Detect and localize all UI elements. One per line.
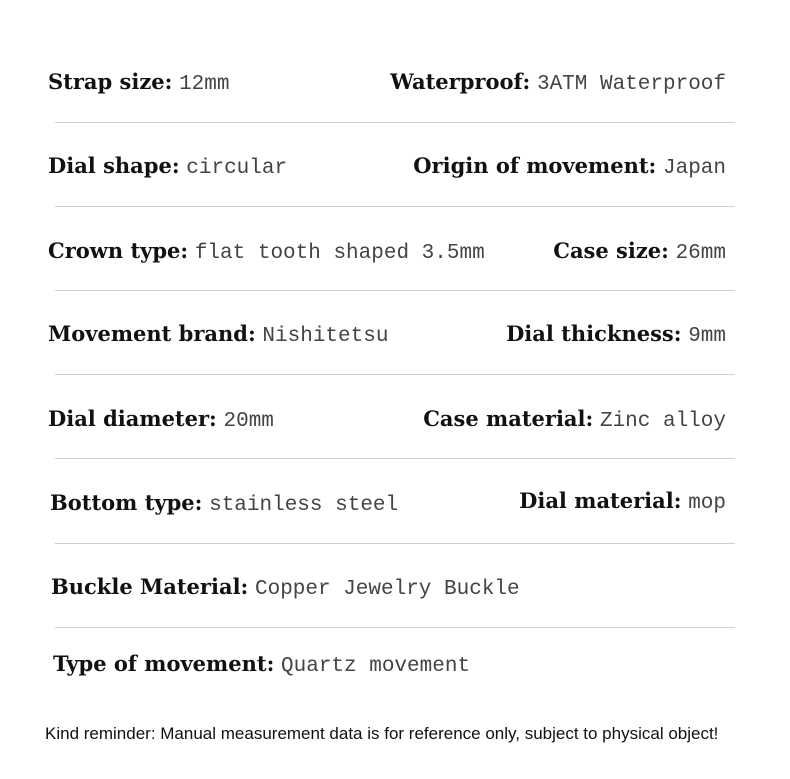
spec-case-material bbox=[423, 399, 726, 442]
spec-value: 12mm bbox=[179, 73, 230, 96]
spec-key: Dial material: bbox=[519, 488, 682, 513]
spec-buckle-material bbox=[51, 567, 520, 610]
spec-key: Waterproof: bbox=[390, 69, 531, 94]
spec-dial-thickness bbox=[506, 314, 726, 357]
spec-type-of-movement bbox=[53, 644, 470, 687]
divider bbox=[55, 627, 735, 628]
spec-key: Case size: bbox=[553, 238, 669, 263]
spec-key: Bottom type: bbox=[50, 490, 203, 515]
spec-value: Zinc alloy bbox=[599, 410, 726, 433]
spec-value: 26mm bbox=[675, 242, 726, 265]
spec-value: 9mm bbox=[688, 325, 726, 348]
spec-value: 20mm bbox=[223, 410, 274, 433]
divider bbox=[55, 458, 735, 459]
spec-value: 3ATM Waterproof bbox=[536, 73, 726, 96]
spec-row-7 bbox=[0, 567, 790, 607]
spec-value: Quartz movement bbox=[281, 655, 471, 678]
spec-origin-of-movement bbox=[413, 146, 726, 189]
spec-value: Copper Jewelry Buckle bbox=[254, 578, 520, 601]
divider bbox=[55, 374, 735, 375]
spec-value: circular bbox=[186, 157, 288, 180]
spec-key: Case material: bbox=[423, 406, 594, 431]
spec-key: Movement brand: bbox=[48, 321, 256, 346]
spec-value: stainless steel bbox=[209, 494, 399, 517]
spec-waterproof bbox=[390, 62, 726, 105]
spec-bottom-type bbox=[50, 483, 398, 526]
spec-value: Japan bbox=[662, 157, 726, 180]
divider bbox=[55, 543, 735, 544]
spec-value: flat tooth shaped 3.5mm bbox=[194, 242, 485, 265]
spec-dial-shape bbox=[48, 146, 287, 189]
spec-key: Dial shape: bbox=[48, 153, 180, 178]
spec-row-3 bbox=[0, 231, 790, 271]
spec-dial-material bbox=[519, 481, 726, 524]
spec-row-8 bbox=[0, 644, 790, 684]
divider bbox=[55, 290, 735, 291]
spec-row-4 bbox=[0, 314, 790, 354]
spec-row-6 bbox=[0, 483, 790, 523]
spec-key: Origin of movement: bbox=[413, 153, 657, 178]
spec-dial-diameter bbox=[48, 399, 274, 442]
spec-crown-type bbox=[48, 231, 485, 274]
spec-movement-brand bbox=[48, 314, 388, 357]
spec-key: Buckle Material: bbox=[51, 574, 249, 599]
spec-key: Crown type: bbox=[48, 238, 189, 263]
spec-value: mop bbox=[688, 492, 726, 515]
spec-strap-size bbox=[48, 62, 229, 105]
spec-row-2 bbox=[0, 146, 790, 186]
divider bbox=[55, 206, 735, 207]
kind-reminder-note: Kind reminder: Manual measurement data is for reference only, subject to physical object! bbox=[45, 724, 719, 743]
spec-value: Nishitetsu bbox=[262, 325, 389, 348]
spec-key: Type of movement: bbox=[53, 651, 275, 676]
spec-row-5 bbox=[0, 399, 790, 439]
spec-case-size bbox=[553, 231, 726, 274]
spec-key: Dial thickness: bbox=[506, 321, 682, 346]
divider bbox=[55, 122, 735, 123]
spec-key: Dial diameter: bbox=[48, 406, 217, 431]
spec-row-1 bbox=[0, 62, 790, 102]
spec-key: Strap size: bbox=[48, 69, 173, 94]
